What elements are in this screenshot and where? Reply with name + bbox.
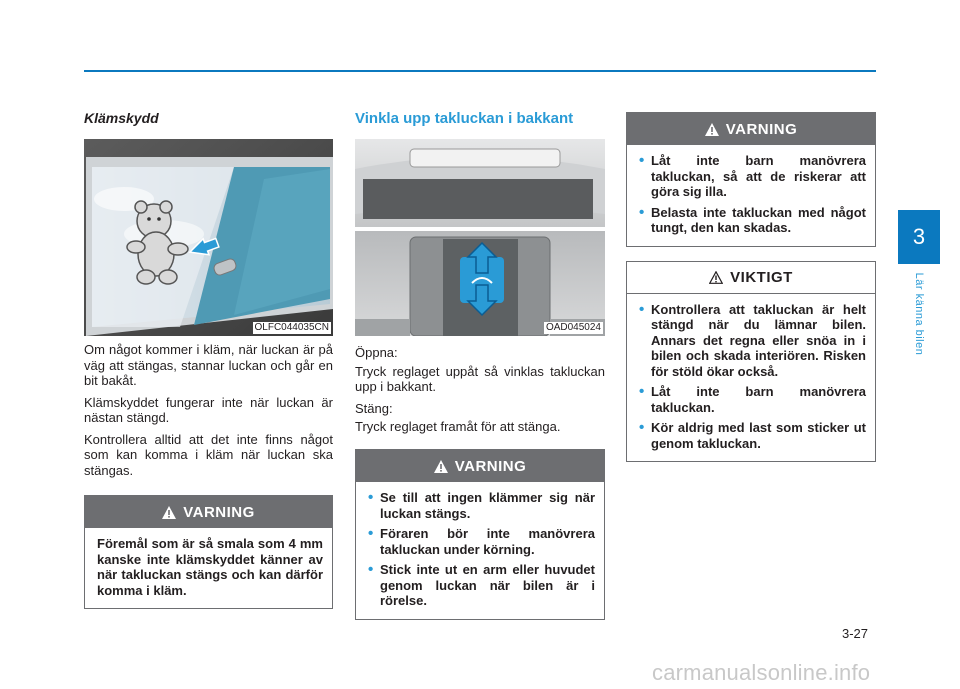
warning-box (626, 112, 876, 247)
sunroof-teddy-image (84, 139, 333, 336)
section-heading: Vinkla upp takluckan i bakkant (355, 110, 574, 127)
warning-header (627, 113, 875, 145)
top-rule (84, 70, 876, 72)
tilt-switch-image (355, 139, 605, 336)
paragraph: Om något kommer i kläm, när luckan är på väg att stängas, stannar luckan och går en bit bakåt. (84, 342, 333, 388)
warning-box (84, 495, 333, 609)
section-heading: Klämskydd (84, 110, 159, 126)
warning-title: VARNING (183, 503, 255, 521)
warning-item: • Föraren bör inte manövrera takluckan under körning. (368, 526, 595, 557)
notice-item: • Kör aldrig med last som sticker ut genom takluckan. (639, 420, 866, 451)
column-tilt-sunroof (355, 110, 605, 608)
warning-triangle-icon (434, 460, 448, 473)
notice-box (626, 261, 876, 463)
overhead-console-illustration (355, 139, 605, 336)
chapter-title: Lär känna bilen (913, 272, 925, 356)
paragraph: Klämskyddet fungerar inte när luckan är nästan stängd. (84, 394, 333, 425)
chapter-title-vertical (898, 262, 940, 372)
paragraph: Kontrollera alltid att det inte finns något som kan komma i kläm när luckan ska stängas. (84, 431, 333, 478)
notice-body (627, 294, 875, 462)
chapter-tab: 3 (898, 210, 940, 264)
body-text (84, 342, 333, 478)
notice-item: • Låt inte barn manövrera takluckan. (639, 384, 866, 415)
warning-body (356, 482, 604, 619)
watermark: carmanualsonline.info (652, 660, 871, 685)
body-text (355, 345, 605, 435)
warning-header (356, 450, 604, 482)
notice-triangle-icon (709, 271, 723, 284)
warning-triangle-icon (705, 123, 719, 136)
notice-item: • Kontrollera att takluckan är helt stängd när du lämnar bilen. Annars det regna eller snöa in i bilen och skada interiören. Risken för stöld ökar också. (639, 302, 866, 380)
warning-title: VARNING (725, 120, 798, 138)
figure-code: OAD045024 (545, 322, 601, 333)
warning-item: • Stick inte ut en arm eller huvudet genom luckan när bilen är i rörelse. (368, 562, 595, 609)
paragraph: Tryck reglaget uppåt så vinklas takluckan upp i bakkant. (355, 363, 605, 394)
paragraph: Öppna: (355, 345, 398, 360)
paragraph: Tryck reglaget framåt för att stänga. (355, 419, 561, 434)
warning-item: • Belasta inte takluckan med något tungt, den kan skadas. (639, 205, 866, 236)
warning-body (627, 145, 875, 246)
column-clamp-protection (84, 110, 333, 598)
paragraph: Stäng: (355, 400, 393, 416)
notice-title: VIKTIGT (730, 268, 793, 286)
warning-item: • Låt inte barn manövrera takluckan, så att de riskerar att göra sig illa. (639, 153, 866, 200)
warning-text: Föremål som är så smala som 4 mm kanske inte klämskyddet känner av när takluckan stängs och kan därför komma i kläm. (97, 536, 323, 598)
warning-triangle-icon (162, 506, 176, 519)
sunroof-illustration (84, 139, 333, 336)
figure-code: OLFC044035CN (254, 322, 329, 333)
warning-item: • Se till att ingen klämmer sig när luckan stängs. (368, 490, 595, 521)
warning-body (85, 528, 332, 608)
page-number: 3-27 (842, 626, 869, 641)
warning-box (355, 449, 605, 620)
warning-header (85, 496, 332, 528)
notice-header (627, 262, 875, 294)
warning-title: VARNING (454, 457, 527, 475)
column-warnings (626, 112, 876, 462)
